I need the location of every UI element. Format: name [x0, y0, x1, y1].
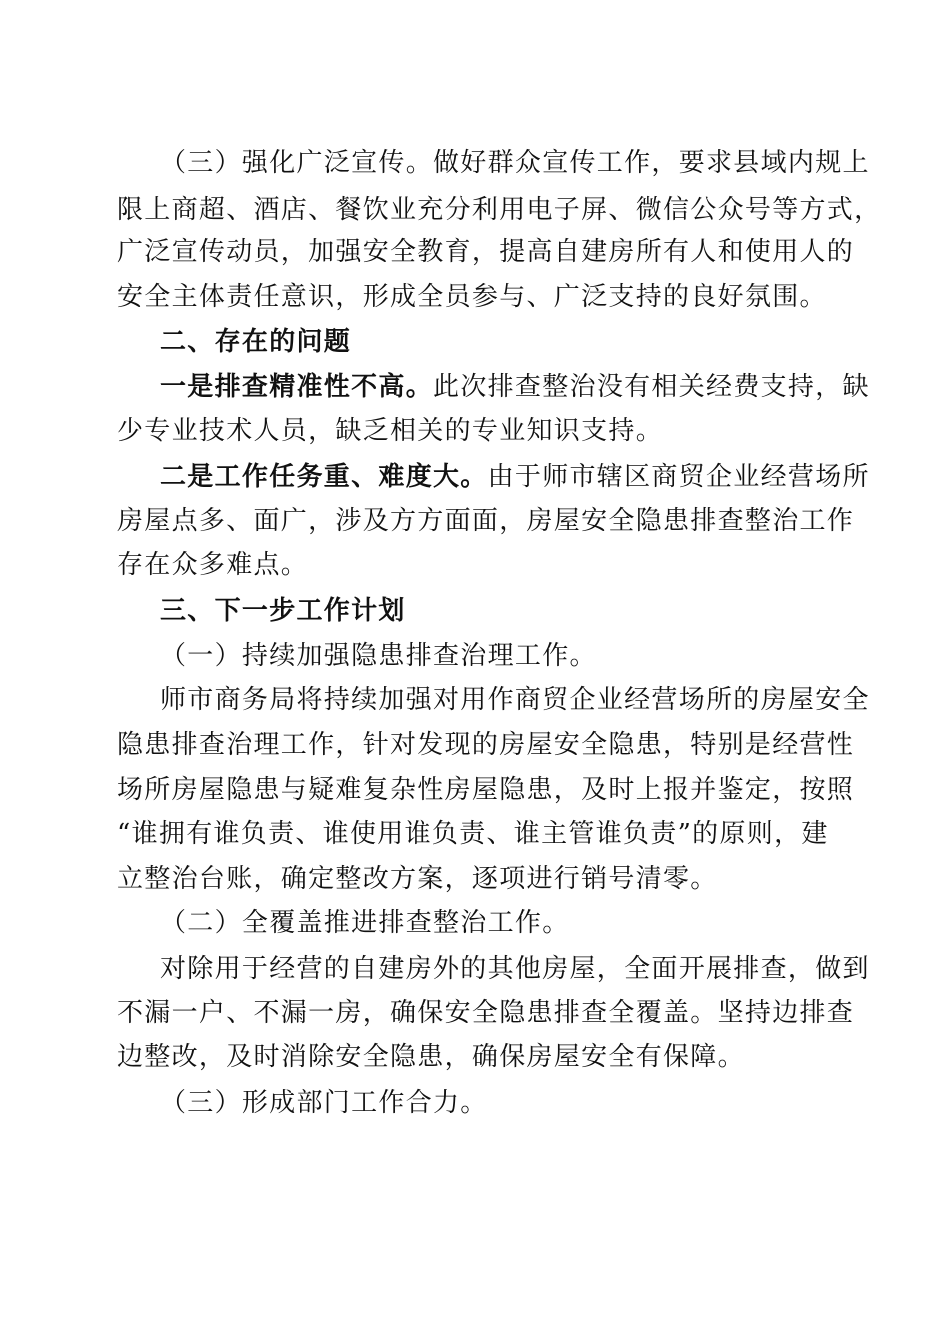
- paragraph-publicity-line-1: （三）强化广泛宣传。做好群众宣传工作，要求县域内规上: [160, 148, 870, 178]
- paragraph-governance-line-1: 师市商务局将持续加强对用作商贸企业经营场所的房屋安全: [160, 685, 870, 715]
- paragraph-precision-line-1: [160, 372, 876, 402]
- paragraph-workload-line-2: 房屋点多、面广，涉及方方面面，房屋安全隐患排查整治工作: [117, 506, 855, 536]
- paragraph-coverage-line-2: 不漏一户、不漏一房，确保安全隐患排查全覆盖。坚持边排查: [117, 998, 855, 1028]
- paragraph-governance-line-4: “谁拥有谁负责、谁使用谁负责、谁主管谁负责”的原则，建: [117, 819, 829, 849]
- paragraph-publicity-line-2: 限上商超、酒店、餐饮业充分利用电子屏、微信公众号等方式，: [117, 195, 882, 225]
- paragraph-coverage-line-1: 对除用于经营的自建房外的其他房屋，全面开展排查，做到: [160, 954, 870, 984]
- precision-lead-sentence: 一是排查精准性不高。: [160, 372, 434, 402]
- subheading-full-coverage: （二）全覆盖推进排查整治工作。: [160, 908, 570, 938]
- workload-lead-sentence: 二是工作任务重、难度大。: [160, 462, 488, 492]
- paragraph-publicity-line-3: 广泛宣传动员，加强安全教育，提高自建房所有人和使用人的: [117, 237, 855, 267]
- paragraph-precision-line-2: 少专业技术人员，缺乏相关的专业知识支持。: [117, 416, 664, 446]
- paragraph-workload-line-3: 存在众多难点。: [117, 550, 309, 580]
- subheading-department-synergy: （三）形成部门工作合力。: [160, 1088, 488, 1118]
- paragraph-governance-line-5: 立整治台账，确定整改方案，逐项进行销号清零。: [117, 864, 718, 894]
- section-heading-next-steps: 三、下一步工作计划: [160, 596, 406, 626]
- precision-body-text: 此次排查整治没有相关经费支持，缺: [433, 372, 870, 402]
- paragraph-governance-line-3: 场所房屋隐患与疑难复杂性房屋隐患，及时上报并鉴定，按照: [117, 775, 855, 805]
- subheading-hazard-governance: （一）持续加强隐患排查治理工作。: [160, 641, 597, 671]
- workload-body-text: 由于师市辖区商贸企业经营场所: [487, 462, 870, 492]
- paragraph-governance-line-2: 隐患排查治理工作，针对发现的房屋安全隐患，特别是经营性: [117, 730, 855, 760]
- section-heading-problems: 二、存在的问题: [160, 327, 352, 357]
- paragraph-publicity-line-4: 安全主体责任意识，形成全员参与、广泛支持的良好氛围。: [117, 282, 827, 312]
- paragraph-workload-line-1: [160, 462, 876, 492]
- paragraph-coverage-line-3: 边整改，及时消除安全隐患，确保房屋安全有保障。: [117, 1042, 745, 1072]
